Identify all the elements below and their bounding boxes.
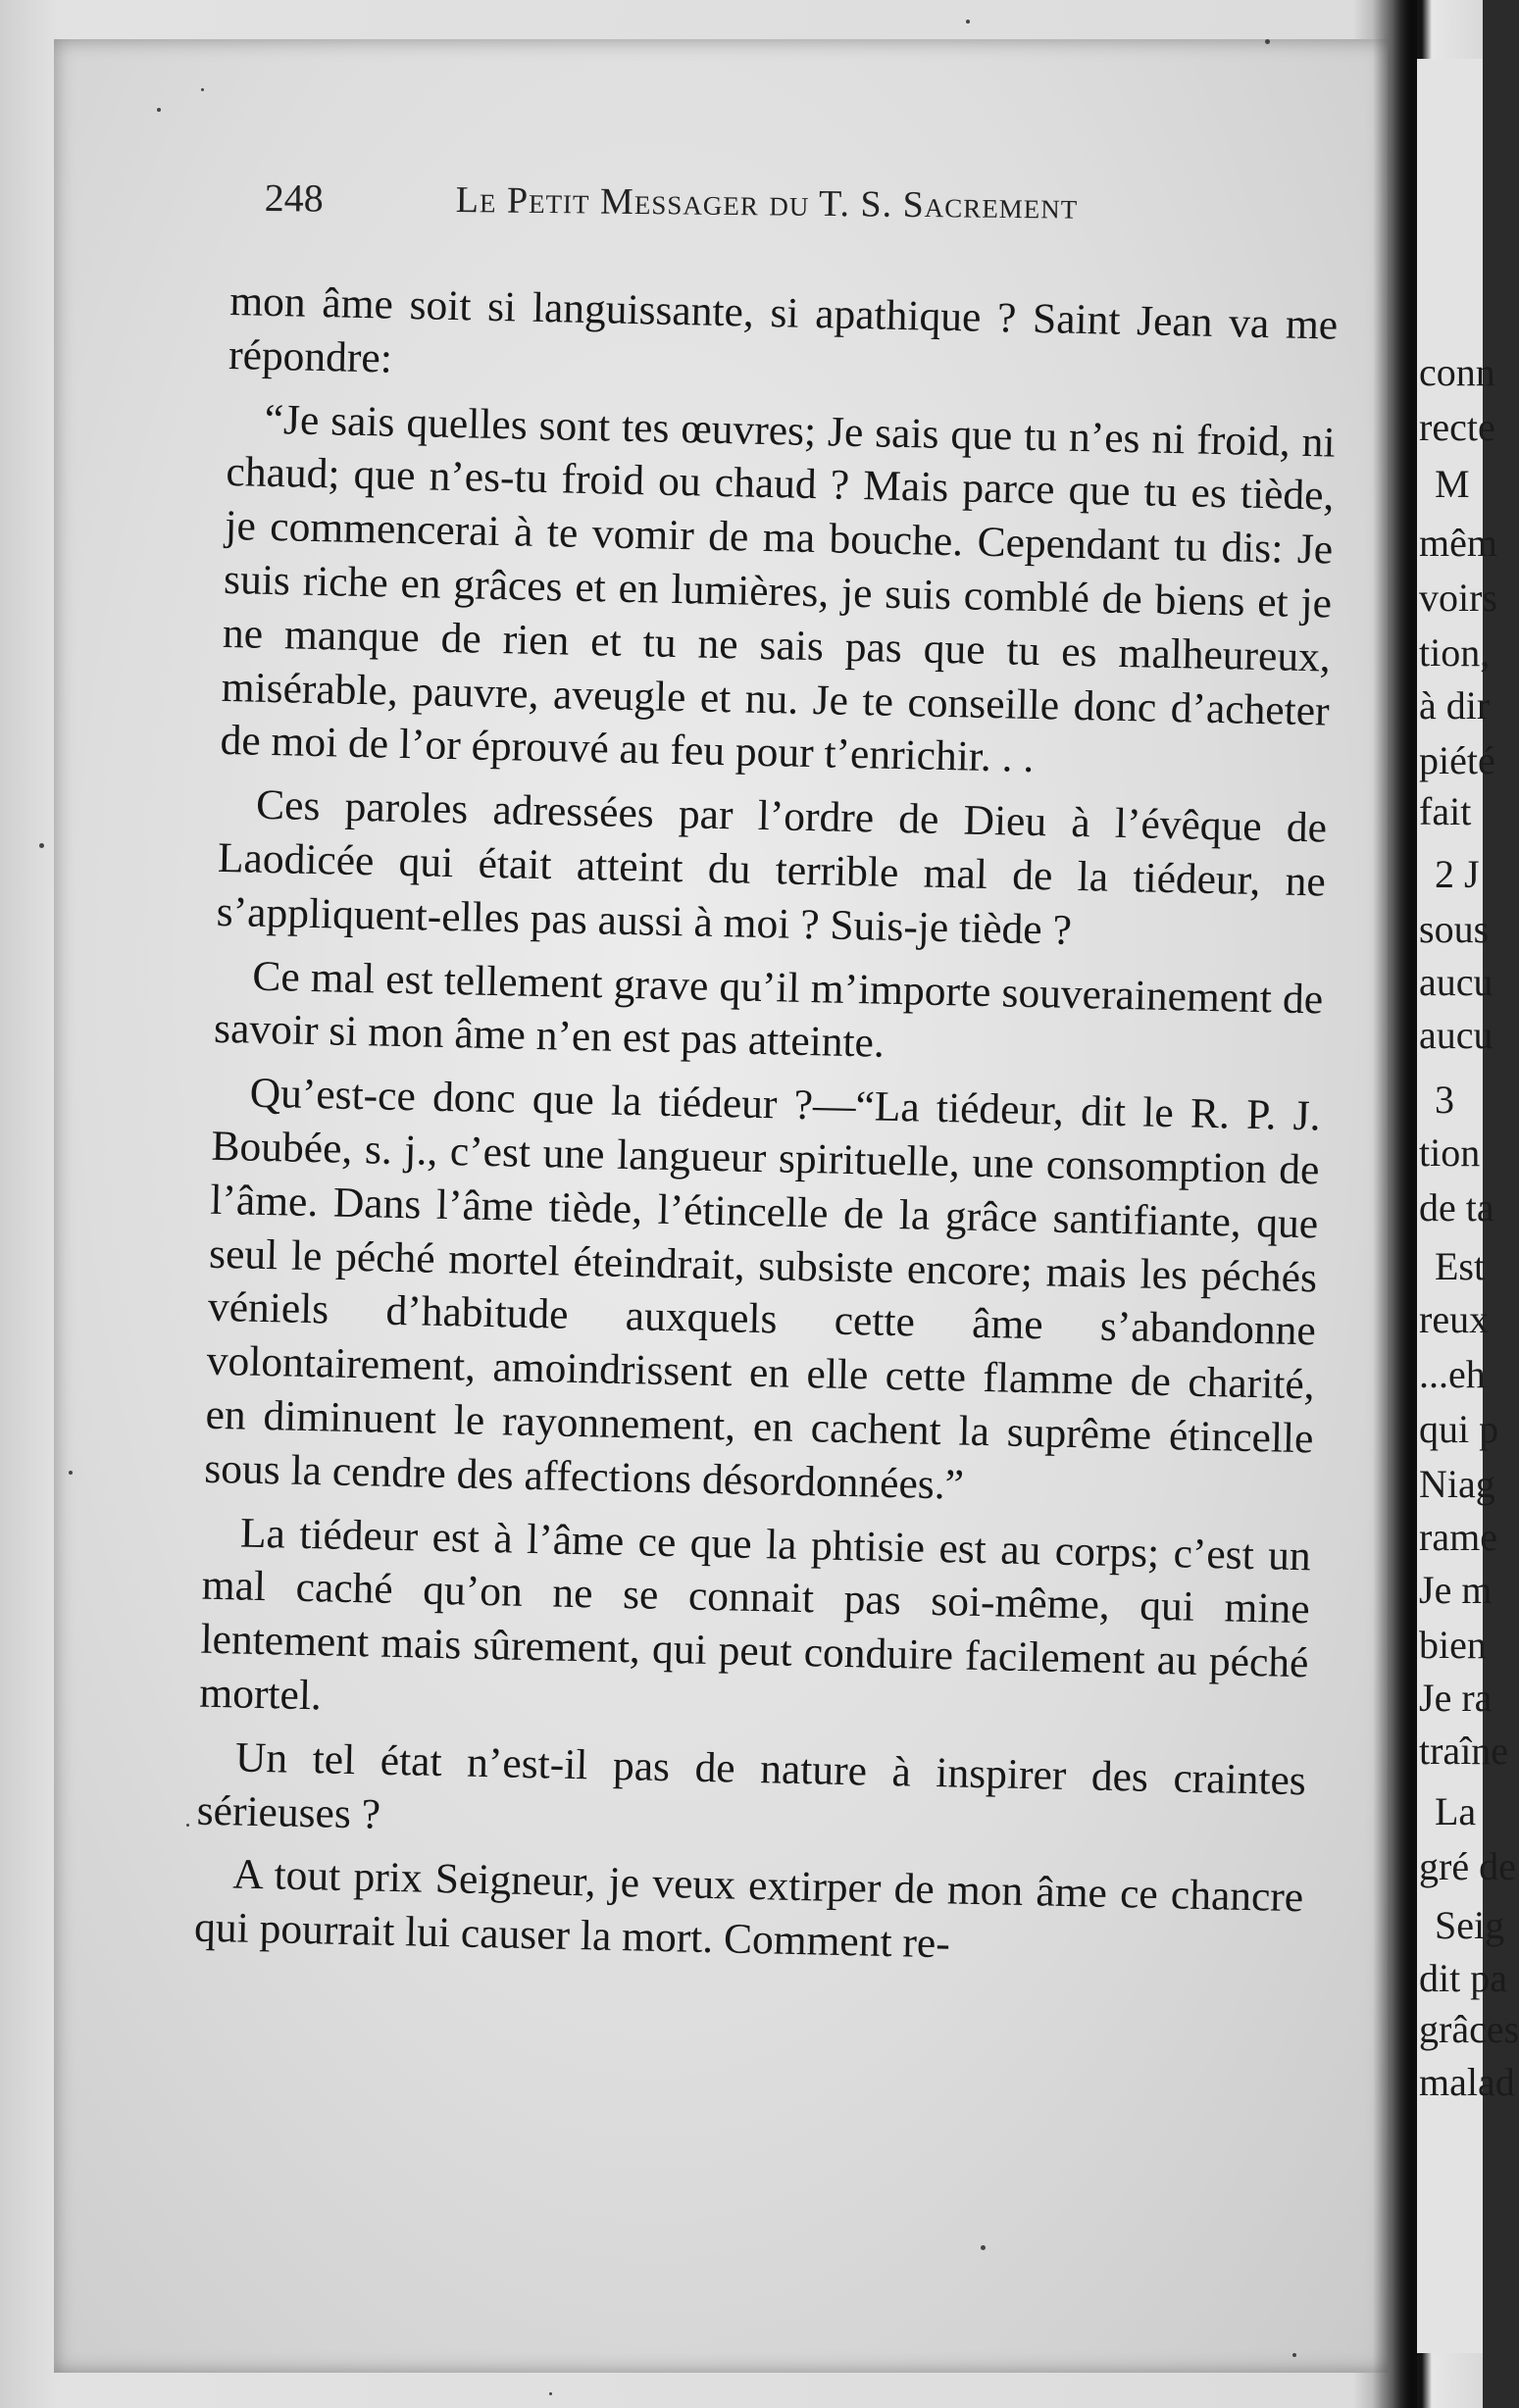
facing-page-fragment: tion — [1419, 1130, 1481, 1175]
scan-speck — [966, 20, 970, 24]
facing-page-fragment: tion, — [1419, 630, 1491, 675]
facing-page-fragment: voirs — [1419, 576, 1497, 620]
facing-page-fragment: 2 J — [1435, 852, 1480, 896]
facing-page-fragment: sous — [1419, 907, 1490, 951]
paragraph: mon âme soit si languissante, si apathique ? Saint Jean va me répondre: — [228, 276, 1339, 382]
running-head — [264, 175, 1187, 239]
facing-page-fragment: traîne — [1419, 1729, 1509, 1773]
body-text — [189, 275, 1339, 2181]
facing-page-fragment: piété — [1419, 738, 1495, 782]
scan-speck — [39, 843, 44, 848]
facing-page-fragment: qui p — [1419, 1407, 1499, 1451]
facing-page-fragment: 3 — [1435, 1078, 1454, 1122]
facing-page-fragment: Je ra — [1419, 1676, 1493, 1720]
scan-speck — [186, 1824, 189, 1827]
scan-speck — [201, 88, 204, 91]
facing-page-fragment: dit pa — [1419, 1956, 1507, 2000]
paragraph: Un tel état n’est-il pas de nature à inspirer des craintes sérieuses ? — [196, 1733, 1307, 1838]
paragraph: “Je sais quelles sont tes œuvres; Je sais que tu n’es ni froid, ni chaud; que n’es-tu froid ou chaud ? Mais parce que tu es tiède, je commencerai à te vomir de ma bouche. Cependant tu dis: Je suis riche en grâces et en lumières, je suis comblé de biens et je ne manque de rien et tu ne sais pas que tu es malheureux, misérable, pauvre, aveugle et nu. Je te conseille donc d’acheter de moi de l’or éprouvé au feu pour t’enrichir. . . — [220, 395, 1337, 782]
facing-page-fragment: conn — [1419, 350, 1495, 394]
facing-page-fragment: M — [1435, 462, 1470, 506]
facing-page-fragment: bien — [1419, 1623, 1487, 1667]
scan-speck — [549, 2392, 552, 2395]
facing-page-fragment: recte — [1419, 405, 1495, 449]
facing-page-fragment: reux — [1419, 1297, 1490, 1341]
facing-page-fragment: grâces — [1419, 2007, 1519, 2051]
facing-page-fragment: malad — [1419, 2060, 1515, 2104]
facing-page-fragment: mêm — [1419, 521, 1497, 565]
scan-speck — [157, 108, 161, 112]
facing-page-edge — [1417, 59, 1519, 2353]
paragraph: Ce mal est tellement grave qu’il m’importe souverainement de savoir si mon âme n’en est pas atteinte. — [213, 952, 1324, 1068]
paragraph: Ces paroles adressées par l’ordre de Dieu à l’évêque de Laodicée qui était atteint du terrible mal de la tiédeur, ne s’appliquent-elles pas aussi à moi ? Suis-je tiède ? — [216, 780, 1328, 954]
scan-speck — [69, 1471, 73, 1475]
facing-page-fragment: ...eh — [1419, 1352, 1486, 1396]
facing-page-fragment: Seig — [1435, 1903, 1505, 1947]
book-gutter — [1373, 0, 1417, 2408]
facing-page-fragment: gré de — [1419, 1844, 1516, 1888]
paragraph: La tiédeur est à l’âme ce que la phtisie est au corps; c’est un mal caché qu’on ne se connait pas soi-même, qui mine lentement mais sûrement, qui peut conduire facilement au péché mortel. — [198, 1509, 1312, 1720]
facing-page-fragment: La — [1435, 1789, 1477, 1833]
paragraph: Qu’est-ce donc que la tiédeur ?—“La tiédeur, dit le R. P. J. Boubée, s. j., c’est une langueur spirituelle, une consomption de l’âme. Dans l’âme tiède, l’étincelle de la grâce santifiante, que seul le péché mortel éteindrait, subsiste encore; mais les péchés véniels d’habitude auxquels cette âme s’abandonne volontairement, amoindrissent en elle cette flamme de charité, en diminuent le rayonnement, en cachent la suprême étincelle sous la cendre des affections désordonnées.” — [203, 1069, 1322, 1509]
scan-speck — [1292, 2353, 1296, 2357]
facing-page-fragment: rame — [1419, 1515, 1497, 1559]
facing-page-fragment: de ta — [1419, 1185, 1494, 1229]
running-title: Le Petit Messager du T. S. Sacrement — [455, 179, 1079, 227]
paragraph: A tout prix Seigneur, je veux extirper de mon âme ce chancre qui pourrait lui causer la mort. Comment re- — [193, 1850, 1304, 1968]
scan-speck — [981, 2245, 986, 2250]
facing-page-fragment: aucu — [1419, 960, 1494, 1004]
scan-speck — [1265, 39, 1270, 44]
facing-page-fragment: Niag — [1419, 1462, 1495, 1506]
facing-page-fragment: à dir — [1419, 683, 1491, 727]
facing-page-fragment: Est — [1435, 1244, 1486, 1288]
facing-page-fragment: aucu — [1419, 1013, 1494, 1057]
facing-page-fragment: Je m — [1419, 1568, 1493, 1612]
page-number: 248 — [264, 175, 324, 221]
facing-page-fragment: fait — [1419, 789, 1472, 833]
